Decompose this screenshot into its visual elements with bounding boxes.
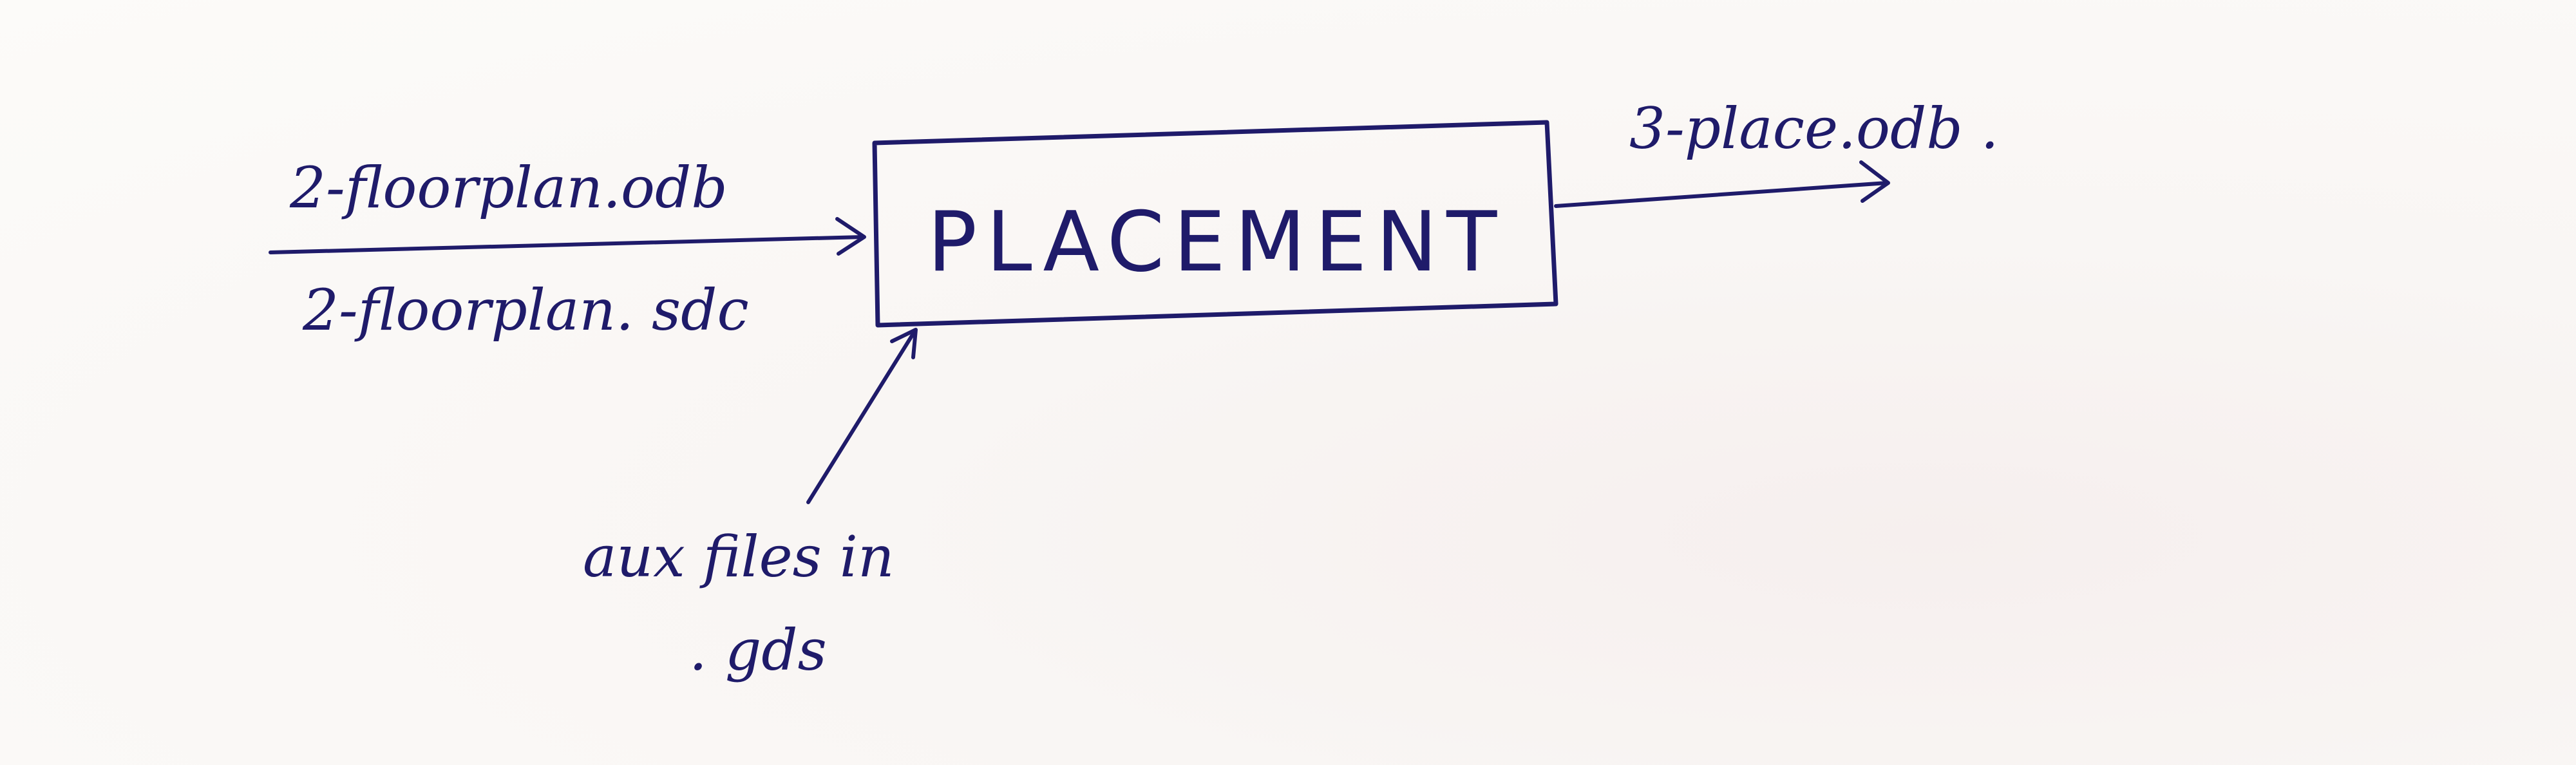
output-arrow-place — [1556, 162, 1888, 206]
input-label-floorplan-odb: 2-floorplan.odb — [290, 155, 728, 221]
input-arrow-line — [270, 237, 863, 252]
placement-process[interactable] — [875, 122, 1556, 325]
input-label-floorplan-sdc: 2-floorplan. sdc — [303, 277, 749, 343]
aux-arrow-line — [808, 332, 914, 502]
aux-files-label: aux files in — [583, 524, 895, 590]
output-label-place-odb: 3-place.odb . — [1629, 95, 1999, 162]
aux-input-arrow — [808, 330, 916, 502]
input-arrow-floorplan — [270, 219, 864, 254]
placement-label: PLACEMENT — [927, 194, 1506, 290]
output-arrow-head — [1861, 162, 1888, 201]
aux-files-gds-label: . gds — [689, 617, 827, 683]
output-arrow-line — [1556, 183, 1887, 206]
